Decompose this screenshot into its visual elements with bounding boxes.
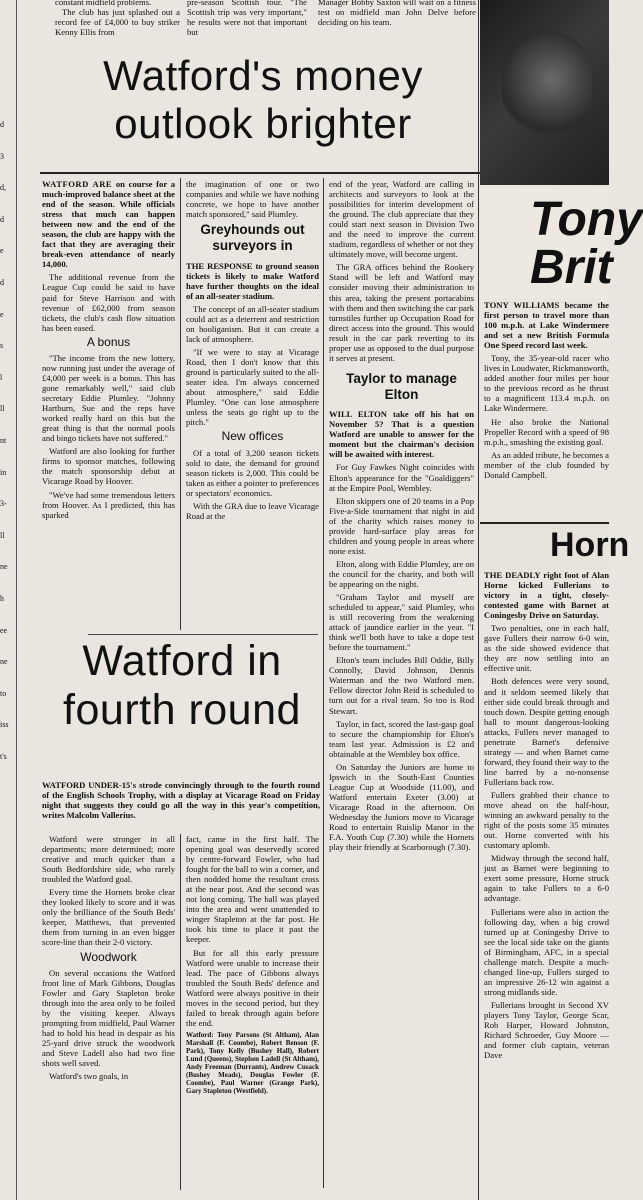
edge-fragment: ne <box>0 657 8 667</box>
fourth-top-rule <box>88 634 318 635</box>
money-col1 <box>42 179 175 694</box>
tony-lead: TONY WILLIAMS became the first person to travel more than 100 m.p.h. at Lake Windermere and set a new British Formula One Speed record last week. <box>484 300 609 351</box>
horne-lead: THE DEADLY right foot of Alan Horne kicked Fullerians to victory in a tight, closely-contested game with Barnet at Coningesby Drive on Saturday. <box>484 570 609 621</box>
edge-fragment: ne <box>0 562 8 572</box>
edge-fragment: d, <box>0 183 6 193</box>
elton-p5: Elton's team includes Bill Oddie, Billy Connolly, David Johnson, Dennis Waterman and the two Watford men. Fellow director John Reid is scheduled to turn out for a rival team. So too is Rod Stewart. <box>329 655 474 716</box>
headline-money-line2: outlook brighter <box>114 100 412 147</box>
money-col3-p1: end of the year, Watford are calling in architects and surveyors to look at the possibilities for interim development of the ground. The club appreciate that they could start next season in Division Two and the need to improve the current stadium, regardless of whether or not they ultimately move, will become urgent. <box>329 179 474 260</box>
fourth-p1: Watford were stronger in all departments; more determined; more creative and much quicker than a South Bedfordshire side, who rarely troubled the Watford goal. <box>42 834 175 885</box>
fourth-col1 <box>42 834 175 1194</box>
top-strip-mid <box>187 0 307 43</box>
horne-article <box>484 570 609 1198</box>
headline-money-line1: Watford's money <box>103 52 423 99</box>
horne-p1: Two penalties, one in each half, gave Fullers their narrow 6-0 win, as the side showed evidence that they are now settling into an effective unit. <box>484 623 609 674</box>
edge-fragment-list <box>0 120 12 761</box>
edge-fragment: d <box>0 120 4 129</box>
top-strip-mid-text: pre-season Scottish tour. "The Scottish trip was very important," he results were not that important but <box>187 0 307 38</box>
horne-headline: Horn <box>550 526 630 564</box>
edge-fragment: iss <box>0 720 9 730</box>
tony-p2: He also broke the National Propeller Record with a speed of 98 m.p.h., smashing the existing goal. <box>484 416 609 447</box>
tony-p1: Tony, the 35-year-old racer who lives in Loudwater, Rickmansworth, added another four miles per hour to the previous record as he thrust to a magnificent 113.4 m.p.h. on Lake Windermere. <box>484 353 609 414</box>
edge-fragment: 3- <box>0 499 7 509</box>
fourth-lead-box <box>42 780 320 836</box>
fourth-col-divider <box>180 834 181 1190</box>
left-divider <box>16 0 17 1200</box>
elton-p4: "Graham Taylor and myself are scheduled to appear," said Plumley, who is still recovering from the weakening attack of jaundice earlier in the year. "I think we'll both have to take a dope test before the tournament." <box>329 592 474 653</box>
subhead-woodwork: Woodwork <box>80 949 137 964</box>
edge-fragment: 3 <box>0 151 4 161</box>
horne-p6: Fullerians brought in Second XV players Tony Taylor, George Scar, Rob Harper, Howard Johnston, Richard Schroeder, Guy Moore — and former club captain, veteran Dave <box>484 999 609 1061</box>
tony-article <box>484 300 609 522</box>
elton-p2: Elton skippers one of 20 teams in a Pop Five-a-Side tournament that night in aid of the charity which raises money to provide hard-surface play areas for children and young people in areas where none exist. <box>329 495 474 556</box>
fourth-col2 <box>186 834 319 1194</box>
money-p4: Watford are also looking for further firms to sponsor matches, following the match sponsorship debut at Vicarage Road by Hoover. <box>42 446 175 487</box>
headline-fourth <box>46 637 318 780</box>
money-col-divider-2 <box>323 178 324 1188</box>
tony-headline-line1: Tony <box>530 193 643 246</box>
money-col2-p1: the imagination of one or two companies and while we have nothing concrete, we hope to have another match sponsored," said Plumley. <box>186 179 319 220</box>
tony-headline <box>480 188 643 298</box>
tony-p3: As an added tribute, he becomes a member of the club founded by Donald Campbell. <box>484 449 609 480</box>
top-strip-left <box>55 0 180 43</box>
edge-fragment: e <box>0 309 4 319</box>
edge-fragment: ll <box>0 530 5 540</box>
photo-highlight <box>502 30 592 140</box>
headline-fourth-line2: fourth round <box>63 686 301 734</box>
money-p5: "We've had some tremendous letters from Hoover. As I predicted, this has sparked <box>42 489 175 520</box>
edge-fragment: ee <box>0 625 8 635</box>
horne-p2: Both defences were very sound, and it seldom seemed likely that either side could break through and touch down. Despite getting enough ball to mount dangerous-looking attacks, Fullers never managed to penetrate Barnet's defensive strategy — and when Barnet came forward, they found their way to the line barred by a no-nonsense Fullerians back row. <box>484 676 609 787</box>
money-col3 <box>329 179 474 1194</box>
fourth-col2-p2: But for all this early pressure Watford were unable to increase their lead. The pace of Gibbons always troubled the South Beds' defence and Watford were always positive in their moves in the second period, but they failed to break through again before the end. <box>186 947 319 1028</box>
edge-fragment: ll <box>0 404 5 414</box>
top-strip-right <box>318 0 476 43</box>
horne-p3: Fullers grabbed their chance to move ahead on the half-hour, winning an awkward penalty to the right of the posts some 35 minutes out. Horne converted with his customary aplomb. <box>484 789 609 851</box>
headline-money-rule <box>40 172 482 174</box>
edge-fragment: d <box>0 214 4 224</box>
money-col2-p5: With the GRA due to leave Vicarage Road at the <box>186 500 319 521</box>
money-lead-text: on course for a much-improved balance sheet at the end of the season. While officials stress that much can happen between now and the end of the season, the club are happy with the fact that they are averaging their break-even attendance of nearly 14,000. <box>42 179 175 270</box>
edge-fragment: d <box>0 277 4 287</box>
money-subhead-bonus: A bonus <box>86 334 131 349</box>
elton-lead: WILL ELTON take off his hat on November 5? That is a question Watford are unable to answer for the moment but the chairman's decision will be awaited with interest. <box>329 409 474 460</box>
fourth-team-list: Watford: Tony Parsons (St Altham), Alan Marshall (F. Coombe), Robert Benson (F. Park), Tony Kelly (Bushey Hall), Robert Lund (Queens), Stephen Ladell (St Altham), Andy Freeman (Durrants), Andrew Cusack (Bushey Meads), Douglas Fowler (F. Coombe), Paul Warner (Grange Park), Gary Stapleton (Westfield). <box>186 1030 319 1096</box>
elton-p6: Taylor, in fact, scored the last-gasp goal to secure the championship for Elton's team last year. Admission is £2 and obtainable at the Wembley box office. <box>329 718 474 759</box>
money-p2: The additional revenue from the League Cup could be said to have paid for Steve Harrison and with revenue of £62,000 from season tickets, the club's cash flow situation has been eased. <box>42 272 175 333</box>
money-col2-p4: Of a total of 3,200 season tickets sold to date, the demand for ground season tickets is 2,000. This could be taken as either a pointer to preferences or spectators' economics. <box>186 447 319 498</box>
edge-fragment: t's <box>0 751 7 761</box>
fourth-p2: Every time the Hornets broke clear they looked likely to score and it was only the brilliance of the South Beds' keeper, Matthews, that prevented them from turning in an even bigger score-line than their 2-0 victory. <box>42 887 175 948</box>
horne-p5: Fullerians were also in action the following day, when a big crowd turned up at Coningesby Drive to see the local side take on the giants of Birmingham, AFC, in a special challenge match. Despite a much-changed line-up, Fullers surged to an impressive 26-12 win against a strong midlands side. <box>484 906 609 997</box>
edge-fragment: to <box>0 688 7 698</box>
top-strip-right-text: Manager Bobby Saxton will wait on a fitness test on midfield man John Delve before deciding on his team. <box>318 0 476 28</box>
headline-fourth-line1: Watford in <box>82 637 282 685</box>
edge-fragment: e <box>0 246 4 256</box>
top-strip-left-a: constant midfield problems. <box>55 0 152 7</box>
edge-fragment: s <box>0 341 4 351</box>
money-lead-prefix: WATFORD ARE <box>42 179 113 189</box>
horne-headline-bar <box>480 522 630 570</box>
fourth-p3: On several occasions the Watford front line of Mark Gibbons, Douglas Fowler and Gary Stapleton broke through into the area only to be foiled by the visiting keeper. Always prompting from midfield, Paul Warner had to hold his head in despair as his 25-yard drive struck the woodwork and Steve Ladell also had two fine shots well saved. <box>42 967 175 1069</box>
edge-fragment: h <box>0 593 4 603</box>
tony-headline-line2: Brit <box>530 241 613 294</box>
money-lead <box>42 179 175 269</box>
subhead-taylor-elton: Taylor to manage Elton <box>346 370 457 403</box>
money-col2-p3: "If we were to stay at Vicarage Road, then I don't know that this ground is particularly suited to the all-seater idea. I'm always concerned about atmosphere," said Eddie Plumley. "One can lose atmosphere unless the seats go right up to the pitch." <box>186 346 319 428</box>
money-col2 <box>186 179 319 694</box>
money-col2-lead: THE RESPONSE to ground season tickets is likely to make Watford have further thoughts on the ideal of an all-seater stadium. <box>186 260 319 301</box>
fourth-col2-p1: fact, came in the first half. The opening goal was deservedly scored by centre-forward Fowler, who had fought for the ball to win a corner, and then nodded home the resultant cross at the near post. And the second was not long coming. The ball was played into the area and went unattended to winger Stapleton at the far post. He took his time to place it past the keeper. <box>186 834 319 945</box>
money-p3: "The income from the new lottery, now running just under the average of £4,000 per week is a bonus. This has gone remarkably well," said club secretary Eddie Plumley. "Johnny Hartburn, Sue and the reps have worked really hard on this but the great thing is that the normal pools and bingo tickets have not suffered." <box>42 352 175 444</box>
money-col2-p2: The concept of an all-seater stadium could act as a deterrent and restriction on hooliganism. But it can create a lack of atmosphere. <box>186 303 319 344</box>
subhead-greyhounds: Greyhounds out surveyors in <box>200 222 305 254</box>
left-edge-fragments <box>0 120 12 820</box>
headline-money <box>48 52 478 175</box>
edge-fragment: nt <box>0 435 7 445</box>
edge-fragment: in <box>0 467 7 477</box>
player-photo <box>480 0 609 185</box>
edge-fragment: l <box>0 372 3 382</box>
top-strip-left-b: The club has just splashed out a record fee of £4,000 to buy striker Kenny Ellis from <box>55 7 180 38</box>
fourth-lead: WATFORD UNDER-15's strode convincingly through to the fourth round of the English Schools Trophy, with a display at Vicarage Road on Friday night that suggests they could go all the way in this year's competition, writes Malcolm Vallerius. <box>42 780 320 821</box>
horne-p4: Midway through the second half, just as Barnet were beginning to exert some pressure, Horne struck again to take Fullers to a 6-0 advantage. <box>484 853 609 904</box>
subhead-new-offices: New offices <box>221 429 284 444</box>
elton-p1: For Guy Fawkes Night coincides with Elton's appearance for the "Goaldiggers" at the Empire Pool, Wembley. <box>329 462 474 493</box>
elton-p7: On Saturday the Juniors are home to Ipswich in the South-East Counties League Cup at Woodside (11.00), and Watford entertain Exeter (3.00) at Vicarage Road in the afternoon. On Wednesday the Juniors move to Vicarage Road to entertain Ruislip Manor in the F.A. Youth Cup (7.30) while the Hornets play their friendly at Scarborough (7.30). <box>329 761 474 853</box>
money-col-divider-1 <box>180 178 181 630</box>
elton-p3: Elton, along with Eddie Plumley, are on the council for the charity, and both will be appearing on the night. <box>329 558 474 589</box>
fourth-p4: Watford's two goals, in <box>49 1071 129 1082</box>
right-col-divider <box>478 0 479 1200</box>
money-col3-p2: The GRA offices behind the Rookery Stand will be left and Watford may consider moving their administration to this area, taking the present portacabins with them and then switching the car park turnstiles further up Occupation Road for direct access into the ground. This would result in the car park reverting to its proper use as opposed to the dual purpose it serves at present. <box>329 262 474 363</box>
